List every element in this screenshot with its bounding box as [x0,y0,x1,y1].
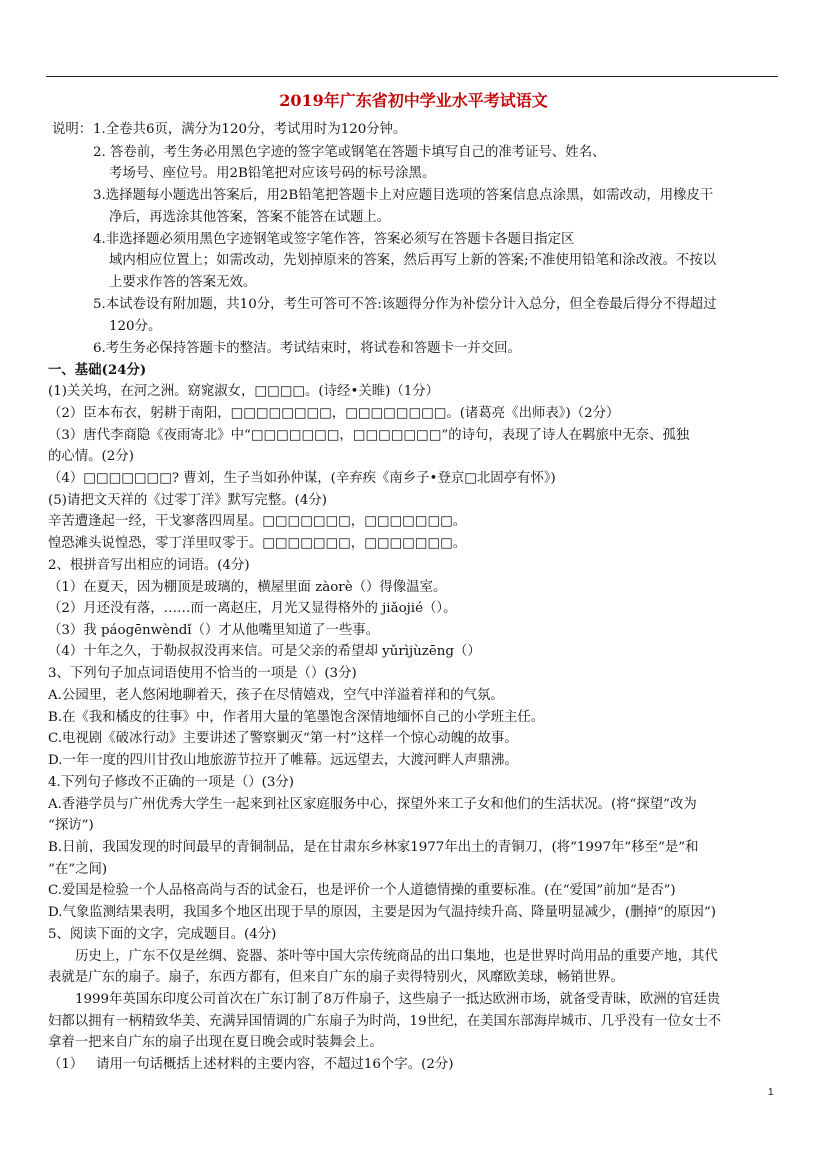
question-line: (1)关关坞，在河之洲。窈窕淑女，□□□□。(诗经•关睢)（1分） [48,384,440,399]
passage-line: 妇都以拥有一柄精致华美、充满异国情调的广东扇子为时尚，19世纪，在美国东部海岸城市、几乎没有一位女士不 [48,1014,722,1029]
instruction-line: 净后，再选涂其他答案，答案不能答在试题上。 [109,210,391,225]
instruction-line: 1.全卷共6页，满分为120分，考试用时为120分钟。 [93,122,407,137]
question-line: 辛苦遭逢起一经，干戈寥落四周星。□□□□□□□，□□□□□□□。 [48,514,467,529]
option-line: C.电视剧《破冰行动》主要讲述了警察剿灭“第一村”这样一个惊心动魄的故事。 [48,731,518,746]
option-line: A.香港学员与广州优秀大学生一起来到社区家庭服务中心，探望外来工子女和他们的生活状况。(将“探望”改为 [48,797,697,812]
question-line: 4.下列句子修改不正确的一项是（）(3分) [48,775,294,790]
option-line: D.气象监测结果表明，我国多个地区出现于旱的原因，主要是因为气温持续升高、降量明显减少，(删掉“的原因”) [48,905,717,920]
question-line: （1）在夏天，因为棚顶是玻璃的，横屋里面 zàorè（）得像温室。 [48,580,447,595]
instruction-line: 上要求作答的答案无效。 [109,275,257,290]
instructions-label: 说明： [52,122,93,137]
question-line: （3）我 páogēnwèndǐ（）才从他嘴里知道了一些事。 [48,623,380,638]
question-line: 5、阅读下面的文字，完成题目。(4分) [48,927,277,942]
option-line: B.在《我和橘皮的往事》中，作者用大量的笔墨饱含深情地缅怀自己的小学班主任。 [48,710,545,725]
instruction-line: 域内相应位置上；如需改动，先划掉原来的答案，然后再写上新的答案;不准使用铅笔和涂改液。不按以 [109,253,717,268]
question-line: （2）月还没有落，……而一离赵庄，月光又显得格外的 jiǎojié（）。 [48,601,457,616]
instruction-line: 考场号、座位号。用2B铅笔把对应该号码的标号涂黑。 [109,166,436,181]
question-line: （3）唐代李商隐《夜雨寄北》中“□□□□□□□，□□□□□□□”的诗句，表现了诗人在羁旅中无奈、孤独 [48,428,690,443]
passage-line: 历史上，广东不仅是丝绸、瓷器、茶叶等中国大宗传统商品的出口集地，也是世界时尚用品的重要产地，其代 [75,949,718,964]
question-line: （2）臣本布衣，躬耕于南阳，□□□□□□□□，□□□□□□□□。(诸葛亮《出师表》)（2分） [48,406,620,421]
option-line: “探访”) [48,818,94,833]
option-line: C.爱国是检验一个人品格高尚与否的试金石，也是评价一个人道德情操的重要标准。(在“爱国”前加“是否”) [48,883,676,898]
instruction-line: 120分。 [109,319,162,334]
option-line: D.一年一度的四川甘孜山地旅游节拉开了帷幕。远远望去，大渡河畔人声鼎沸。 [48,753,518,768]
instruction-line: 6.考生务必保持答题卡的整洁。考试结束时，将试卷和答题卡一并交回。 [93,341,521,356]
question-line: 的心情。(2分) [48,449,134,464]
question-line: （4）□□□□□□□? 曹刘，生子当如孙仲谋，(辛弃疾《南乡子•登京□北固亭有怀》) [48,471,556,486]
question-line: （4）十年之久，于勒叔叔没再来信。可是父亲的希望却 yǔrìjùzēng（） [48,644,481,659]
option-line: B.日前，我国发现的时间最早的青铜制品，是在甘肃东乡林家1977年出土的青铜刀，(将“1997年”移至“是”和 [48,840,699,855]
passage-line: 1999年英国东印度公司首次在广东订制了8万件扇子，这些扇子一抵达欧洲市场，就备受青昧，欧洲的官廷贵 [75,992,721,1007]
option-line: A.公园里，老人悠闲地聊着天，孩子在尽情嬉戏，空气中洋溢着祥和的气氛。 [48,688,504,703]
question-line: 2、根拼音写出相应的词语。(4分) [48,558,250,573]
question-line: （1） 请用一句话概括上述材料的主要内容，不超过16个字。(2分) [48,1057,454,1072]
question-line: (5)请把文天祥的《过零丁洋》默写完整。(4分) [48,493,327,508]
question-line: 3、下列句子加点词语使用不恰当的一项是（）(3分) [48,666,357,681]
passage-line: 表就是广东的扇子。扇子，东西方都有，但来自广东的扇子卖得特别火，风靡欧美球，畅销世界。 [48,970,624,985]
question-line: 惶恐滩头说惶恐，零丁洋里叹零于。□□□□□□□，□□□□□□□。 [48,536,467,551]
passage-line: 拿着一把来自广东的扇子出现在夏日晚会或时装舞会上。 [48,1035,383,1050]
instruction-line: 5.本试卷设有附加题，共10分，考生可答可不答:该题得分作为补偿分计入总分，但全卷最后得分不得超过 [93,297,717,312]
instruction-line: 2. 答卷前，考生务必用黑色字迹的签字笔或钢笔在答题卡填写自己的准考证号、姓名、 [93,145,606,160]
header-rule [46,76,778,77]
page-number: 1 [768,1087,774,1098]
option-line: “在”之间) [48,862,108,877]
section-heading: 一、基础(24分) [48,362,147,378]
page-title: 2019年广东省初中学业水平考试语文 [279,91,548,110]
instruction-line: 3.选择题每小题选出答案后，用2B铅笔把答题卡上对应题目选项的答案信息点涂黑，如需改动，用橡皮干 [93,188,714,203]
instruction-line: 4.非选择题必须用黑色字迹钢笔或签字笔作答，答案必须写在答题卡各题目指定区 [93,232,575,247]
